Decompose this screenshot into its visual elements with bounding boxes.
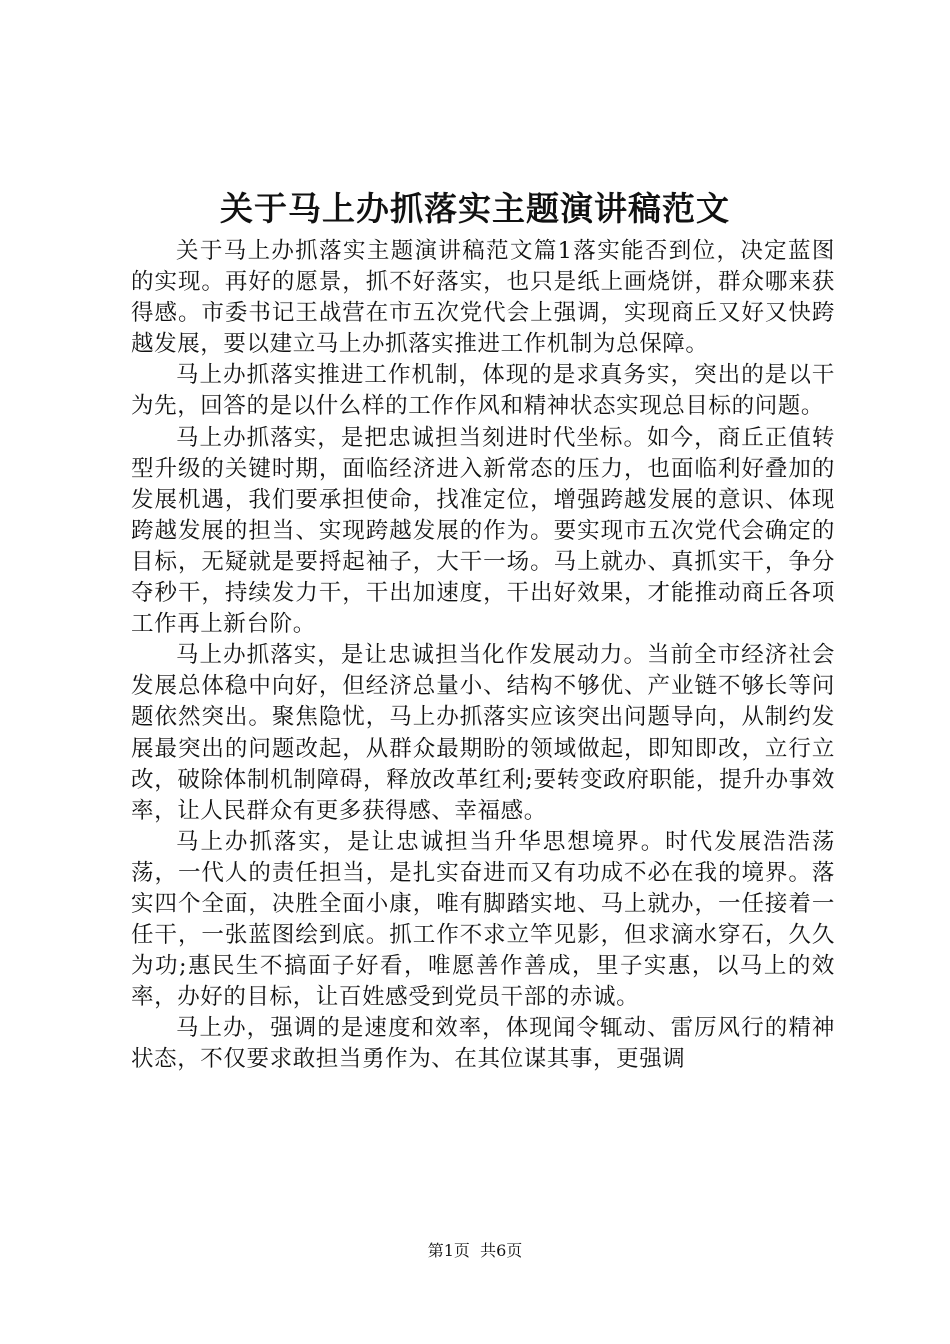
paragraph-3: 马上办抓落实，是把忠诚担当刻进时代坐标。如今，商丘正值转型升级的关键时期，面临经济进入新常态的压力，也面临利好叠加的发展机遇，我们要承担使命，找准定位，增强跨越发展的意识、体现跨越发展的担当、实现跨越发展的作为。要实现市五次党代会确定的目标，无疑就是要捋起袖子，大干一场。马上就办、真抓实干，争分夺秒干，持续发力干，干出加速度，干出好效果，才能推动商丘各项工作再上新台阶。 (131, 424, 835, 638)
paragraph-2: 马上办抓落实推进工作机制，体现的是求真务实，突出的是以干为先，回答的是以什么样的工作作风和精神状态实现总目标的问题。 (131, 362, 835, 420)
document-body (131, 236, 835, 1076)
paragraph-5: 马上办抓落实，是让忠诚担当升华思想境界。时代发展浩浩荡荡，一代人的责任担当，是扎实奋进而又有功成不必在我的境界。落实四个全面，决胜全面小康，唯有脚踏实地、马上就办，一任接着一任干，一张蓝图绘到底。抓工作不求立竿见影，但求滴水穿石，久久为功;惠民生不搞面子好看，唯愿善作善成，里子实惠，以马上的效率，办好的目标，让百姓感受到党员干部的赤诚。 (131, 828, 835, 1011)
paragraph-4: 马上办抓落实，是让忠诚担当化作发展动力。当前全市经济社会发展总体稳中向好，但经济总量小、结构不够优、产业链不够长等问题依然突出。聚焦隐忧，马上办抓落实应该突出问题导向，从制约发展最突出的问题改起，从群众最期盼的领域做起，即知即改，立行立改，破除体制机制障碍，释放改革红利;要转变政府职能，提升办事效率，让人民群众有更多获得感、幸福感。 (131, 642, 835, 824)
paragraph-6: 马上办，强调的是速度和效率，体现闻令辄动、雷厉风行的精神状态，不仅要求敢担当勇作为、在其位谋其事，更强调 (131, 1015, 835, 1073)
page-number-footer: 第1页 共6页 (427, 1241, 523, 1260)
paragraph-1: 关于马上办抓落实主题演讲稿范文篇1落实能否到位，决定蓝图的实现。再好的愿景，抓不好落实，也只是纸上画烧饼，群众哪来获得感。市委书记王战营在市五次党代会上强调，实现商丘又好又快跨越发展，要以建立马上办抓落实推进工作机制为总保障。 (131, 238, 835, 358)
document-title: 关于马上办抓落实主题演讲稿范文 (220, 189, 730, 228)
